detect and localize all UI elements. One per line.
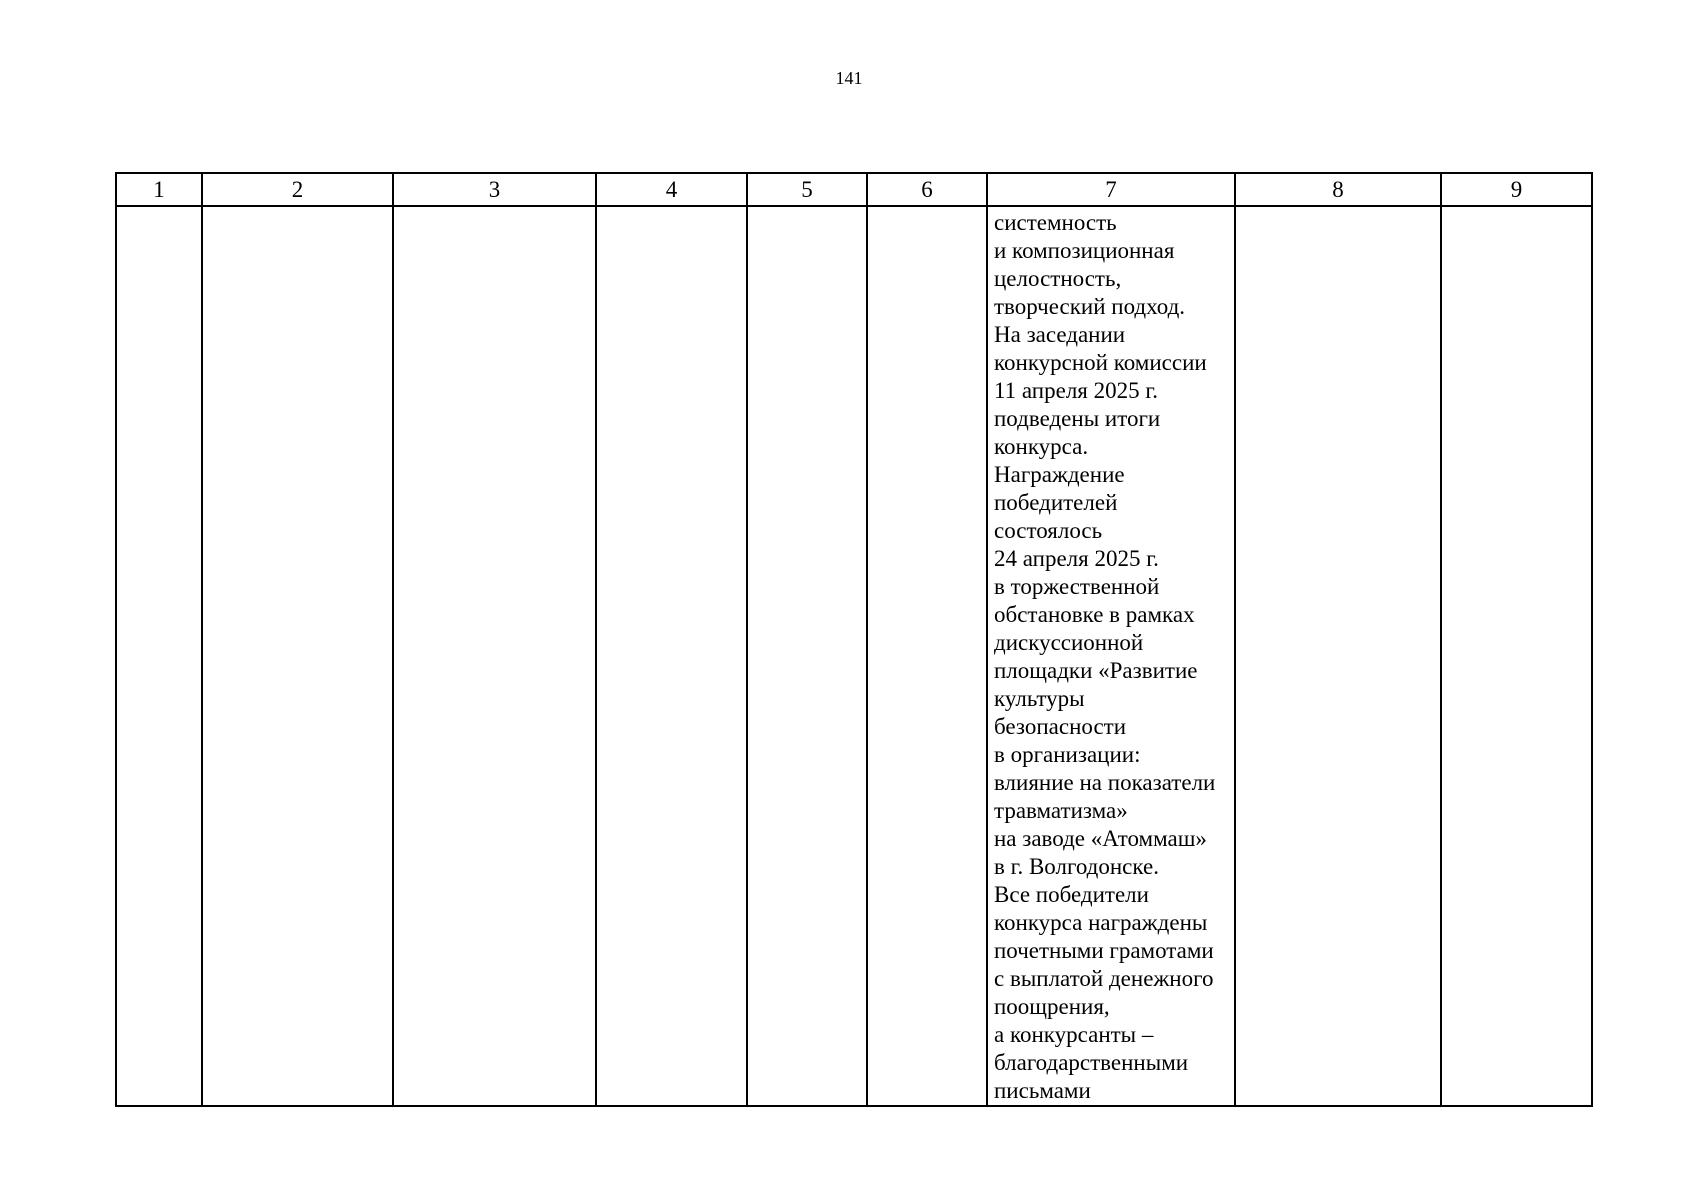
text-line: состоялось xyxy=(994,518,1103,543)
cell-col-1 xyxy=(116,206,202,1106)
column-header-3: 3 xyxy=(393,173,596,206)
cell-col-8 xyxy=(1235,206,1441,1106)
cell-col-3 xyxy=(393,206,596,1106)
text-line: травматизма» xyxy=(994,798,1128,823)
text-line: почетными грамотами xyxy=(994,938,1214,963)
text-line: влияние на показатели xyxy=(994,770,1216,795)
column-header-5: 5 xyxy=(747,173,867,206)
text-line: 11 апреля 2025 г. xyxy=(994,378,1158,403)
text-line: Награждение xyxy=(994,462,1125,487)
text-line: культуры xyxy=(994,686,1085,711)
text-line: письмами xyxy=(994,1078,1091,1103)
cell-col-2 xyxy=(202,206,393,1106)
text-line: в организации: xyxy=(994,742,1141,767)
text-line: площадки «Развитие xyxy=(994,658,1198,683)
text-line: поощрения, xyxy=(994,994,1110,1019)
text-line: в г. Волгодонске. xyxy=(994,854,1159,879)
text-line: На заседании xyxy=(994,322,1126,347)
document-table xyxy=(115,172,1593,1107)
column-header-7: 7 xyxy=(987,173,1235,206)
text-line: победителей xyxy=(994,490,1118,515)
page-number: 141 xyxy=(835,68,863,88)
text-line: конкурса награждены xyxy=(994,910,1208,935)
text-line: в торжественной xyxy=(994,574,1160,599)
table-row xyxy=(116,206,1592,1106)
header-row xyxy=(116,173,1592,206)
text-line: благодарственными xyxy=(994,1050,1189,1075)
column-header-4: 4 xyxy=(596,173,747,206)
cell-col-7 xyxy=(987,206,1235,1106)
text-line: конкурса. xyxy=(994,434,1089,459)
column-header-2: 2 xyxy=(202,173,393,206)
text-line: Все победители xyxy=(994,882,1149,907)
text-line: безопасности xyxy=(994,714,1127,739)
text-line: на заводе «Атоммаш» xyxy=(994,826,1207,851)
text-line: подведены итоги xyxy=(994,406,1161,431)
text-line: а конкурсанты – xyxy=(994,1022,1154,1047)
cell-col-9 xyxy=(1441,206,1592,1106)
cell-col-6 xyxy=(867,206,987,1106)
column-header-9: 9 xyxy=(1441,173,1592,206)
cell-col-4 xyxy=(596,206,747,1106)
text-line: целостность, xyxy=(994,266,1122,291)
column-header-6: 6 xyxy=(867,173,987,206)
cell-col-7-text xyxy=(988,207,1234,1105)
column-header-1: 1 xyxy=(116,173,202,206)
text-line: с выплатой денежного xyxy=(994,966,1214,991)
text-line: творческий подход. xyxy=(994,294,1186,319)
column-header-8: 8 xyxy=(1235,173,1441,206)
text-line: дискуссионной xyxy=(994,630,1144,655)
text-line: 24 апреля 2025 г. xyxy=(994,546,1159,571)
text-line: системность xyxy=(994,210,1117,235)
text-line: конкурсной комиссии xyxy=(994,350,1207,375)
text-line: обстановке в рамках xyxy=(994,602,1195,627)
cell-col-5 xyxy=(747,206,867,1106)
text-line: и композиционная xyxy=(994,238,1175,263)
